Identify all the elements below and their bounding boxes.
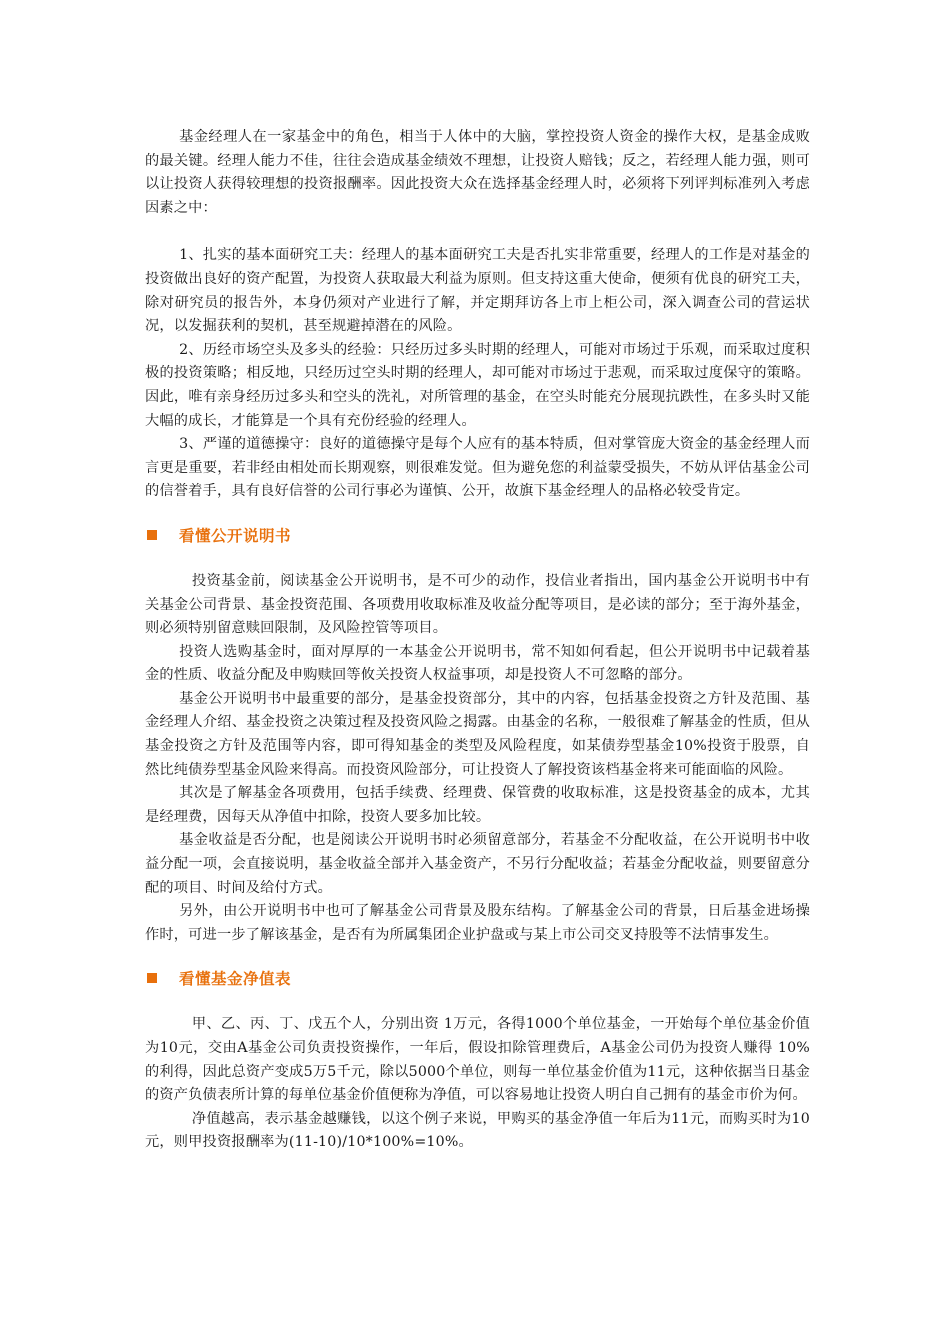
criteria-item-1: 1、扎实的基本面研究工夫：经理人的基本面研究工夫是否扎实非常重要，经理人的工作是对基金的投资做出良好的资产配置，为投资人获取最大利益为原则。但支持这重大使命，便须有优良的研究工夫，除对研究员的报告外，本身仍须对产业进行了解，并定期拜访各上市上柜公司，深入调查公司的营运状况，以发掘获利的契机，甚至规避掉潜在的风险。 — [145, 247, 810, 335]
spacer — [145, 220, 810, 244]
nav-paragraph-2: 净值越高，表示基金越赚钱，以这个例子来说，甲购买的基金净值一年后为11元，而购买时为10元，则甲投资报酬率为(11-10)/10*100%=10%。 — [145, 1110, 810, 1151]
criteria-item-2: 2、历经市场空头及多头的经验：只经历过多头时期的经理人，可能对市场过于乐观，而采取过度积极的投资策略；相反地，只经历过空头时期的经理人，却可能对市场过于悲观，而采取过度保守的策略。因此，唯有亲身经历过多头和空头的洗礼，对所管理的基金，在空头时能充分展现抗跌性，在多头时又能大幅的成长，才能算是一个具有充份经验的经理人。 — [145, 341, 810, 429]
prospectus-paragraph-4: 其次是了解基金各项费用，包括手续费、经理费、保管费的收取标准，这是投资基金的成本，尤其是经理费，因每天从净值中扣除，投资人要多加比较。 — [145, 785, 810, 825]
prospectus-paragraph-1: 投资基金前，阅读基金公开说明书，是不可少的动作，投信业者指出，国内基金公开说明书中有关基金公司背景、基金投资范围、各项费用收取标准及收益分配等项目，是必读的部分；至于海外基金，则必须特别留意赎回限制，及风险控管等项目。 — [145, 572, 810, 637]
prospectus-paragraph-3: 基金公开说明书中最重要的部分，是基金投资部分，其中的内容，包括基金投资之方针及范围、基金经理人介绍、基金投资之决策过程及投资风险之揭露。由基金的名称，一般很难了解基金的性质，但从基金投资之方针及范围等内容，即可得知基金的类型及风险程度，如某债券型基金10%投资于股票，自然比纯债券型基金风险来得高。而投资风险部分，可让投资人了解投资该档基金将来可能面临的风险。 — [145, 690, 810, 778]
section-title: 看懂基金净值表 — [179, 970, 292, 989]
section-heading-prospectus — [145, 520, 810, 550]
nav-paragraph-1: 甲、乙、丙、丁、戊五个人，分别出资 1万元，各得1000个单位基金，一开始每个单位基金价值为10元，交由A基金公司负责投资操作，一年后，假设扣除管理费后，A基金公司仍为投资人赚得 10%的利得，因此总资产变成5万5千元，除以5000个单位，则每一单位基金价值为11元，这种依据当日基金的资产负债表所计算的每单位基金价值便称为净值，可以容易地让投资人明白自己拥有的基金市价为何。 — [145, 1016, 810, 1104]
bullet-square-icon — [147, 973, 157, 983]
section-title: 看懂公开说明书 — [179, 526, 292, 545]
intro-paragraph: 基金经理人在一家基金中的角色，相当于人体中的大脑，掌控投资人资金的操作大权，是基金成败的最关键。经理人能力不佳，往往会造成基金绩效不理想，让投资人赔钱；反之，若经理人能力强，则可以让投资人获得较理想的投资报酬率。因此投资大众在选择基金经理人时，必须将下列评判标准列入考虑因素之中： — [145, 129, 810, 216]
prospectus-paragraph-6: 另外，由公开说明书中也可了解基金公司背景及股东结构。了解基金公司的背景，日后基金进场操作时，可进一步了解该基金，是否有为所属集团企业护盘或与某上市公司交叉持股等不法情事发生。 — [145, 903, 810, 943]
prospectus-paragraph-5: 基金收益是否分配，也是阅读公开说明书时必须留意部分，若基金不分配收益，在公开说明书中收益分配一项，会直接说明，基金收益全部并入基金资产，不另行分配收益；若基金分配收益，则要留意分配的项目、时间及给付方式。 — [145, 832, 810, 896]
criteria-item-3: 3、严谨的道德操守：良好的道德操守是每个人应有的基本特质，但对掌管庞大资金的基金经理人而言更是重要，若非经由相处而长期观察，则很难发觉。但为避免您的利益蒙受损失，不妨从评估基金公司的信誉着手，具有良好信誉的公司行事必为谨慎、公开，故旗下基金经理人的品格必较受肯定。 — [145, 436, 810, 500]
prospectus-paragraph-2: 投资人选购基金时，面对厚厚的一本基金公开说明书，常不知如何看起，但公开说明书中记载着基金的性质、收益分配及申购赎回等攸关投资人权益事项，却是投资人不可忽略的部分。 — [145, 643, 810, 684]
document-body — [145, 126, 810, 1155]
bullet-square-icon — [147, 530, 157, 540]
section-heading-nav — [145, 963, 810, 993]
